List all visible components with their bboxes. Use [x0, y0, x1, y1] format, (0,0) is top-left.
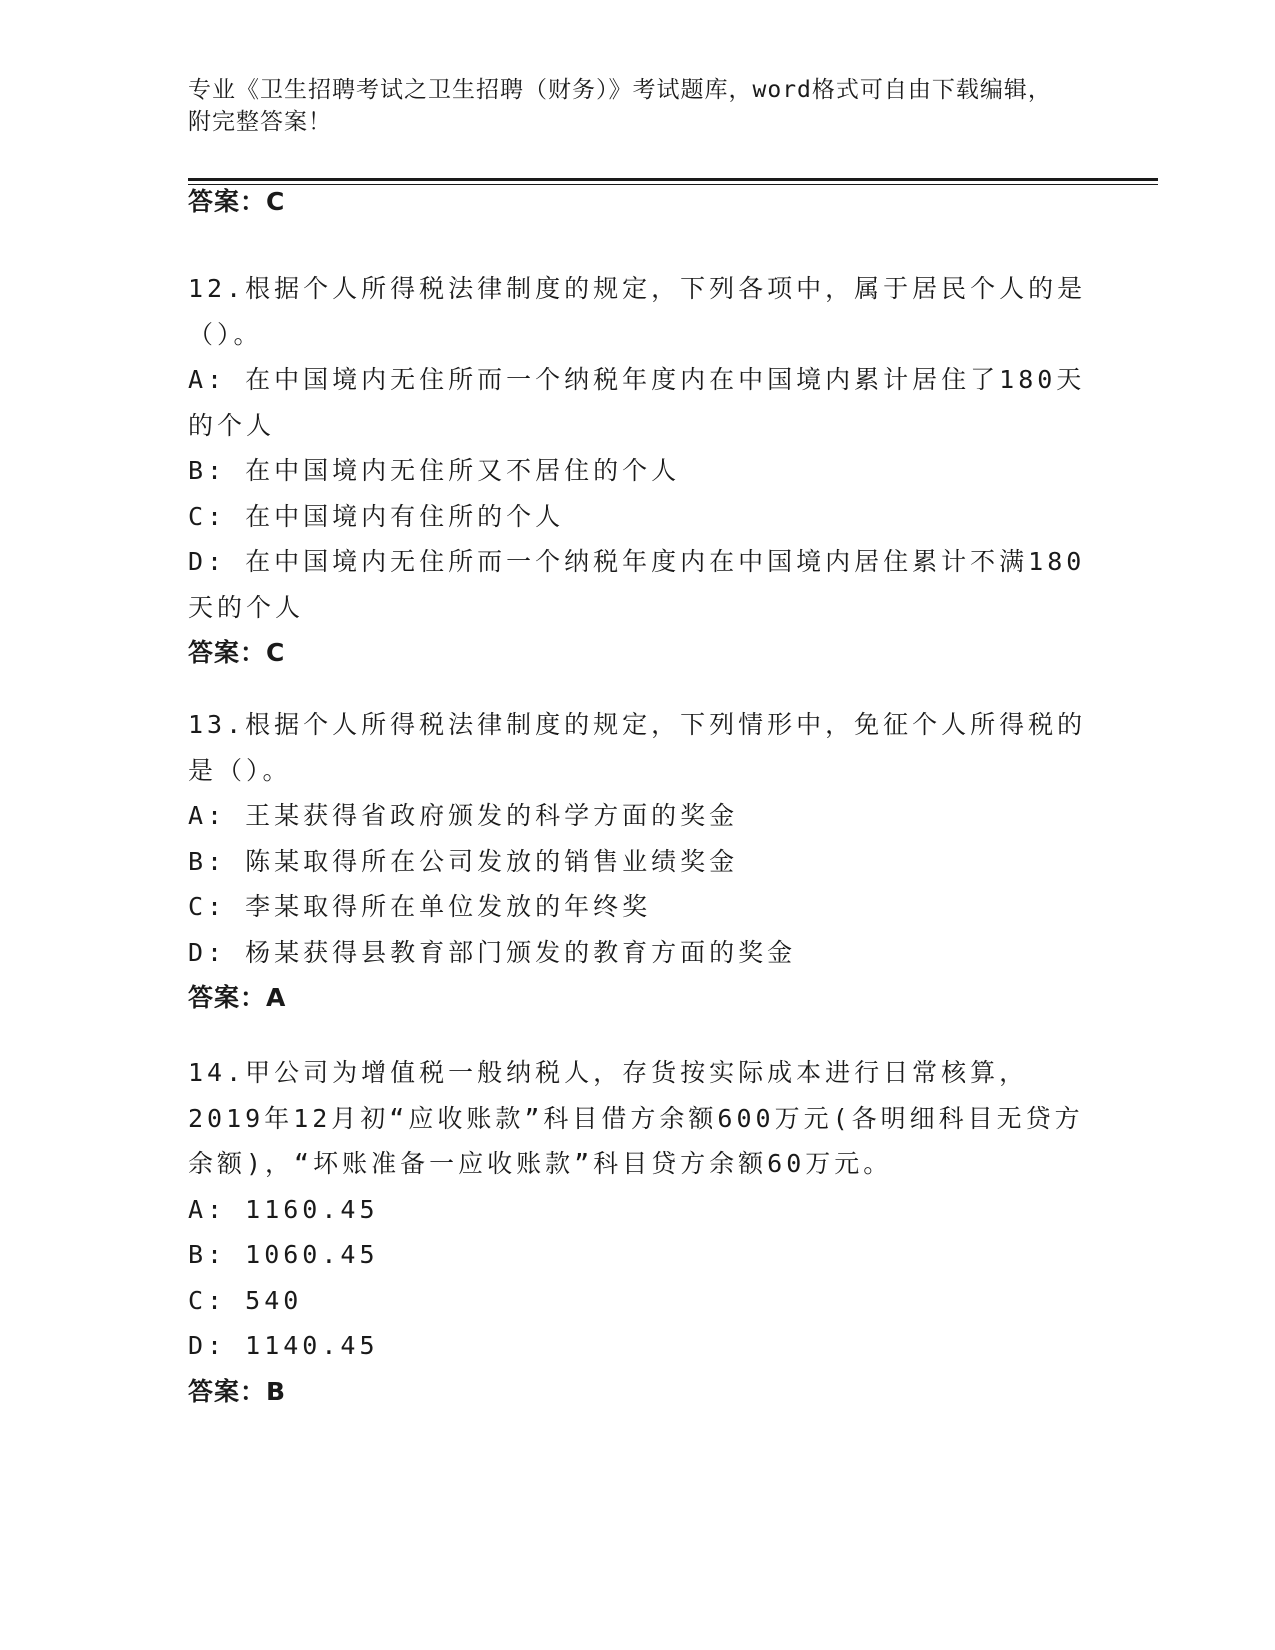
option-c: C: 在中国境内有住所的个人	[188, 501, 565, 531]
answer: 答案：C	[188, 638, 286, 667]
option-c: C: 李某取得所在单位发放的年终奖	[188, 892, 652, 921]
option-d: D: 在中国境内无住所而一个纳税年度内在中国境内居住累计不满180天的个人	[188, 547, 1086, 622]
header-divider-thick	[188, 178, 1158, 181]
question-stem: 13.根据个人所得税法律制度的规定，下列情形中，免征个人所得税的是（）。	[188, 710, 1087, 785]
option-b: B: 在中国境内无住所又不居住的个人	[188, 456, 681, 485]
answer: 答案：A	[188, 983, 287, 1012]
option-b: B: 1060.45	[188, 1240, 379, 1269]
option-c: C: 540	[188, 1285, 303, 1315]
question-13	[188, 702, 1088, 1021]
option-d: D: 1140.45	[188, 1331, 379, 1360]
option-d: D: 杨某获得县教育部门颁发的教育方面的奖金	[188, 937, 797, 967]
question-stem: 12.根据个人所得税法律制度的规定，下列各项中，属于居民个人的是（）。	[188, 274, 1087, 349]
question-stem: 14.甲公司为增值税一般纳税人，存货按实际成本进行日常核算，2019年12月初“应收账款”科目借方余额600万元(各明细科目无贷方余额)，“坏账准备一应收账款”科目贷方余额60万元。	[188, 1058, 1084, 1178]
option-a: A: 在中国境内无住所而一个纳税年度内在中国境内累计居住了180天的个人	[188, 365, 1086, 440]
option-b: B: 陈某取得所在公司发放的销售业绩奖金	[188, 846, 739, 876]
option-a: A: 王某获得省政府颁发的科学方面的奖金	[188, 801, 739, 830]
option-a: A: 1160.45	[188, 1194, 379, 1224]
answer: 答案：B	[188, 1376, 287, 1406]
question-12	[188, 266, 1088, 676]
previous-answer: 答案：C	[188, 187, 286, 216]
question-14	[188, 1050, 1088, 1414]
document-header: 专业《卫生招聘考试之卫生招聘（财务）》考试题库，word格式可自由下载编辑，附完整答案！	[188, 77, 1052, 135]
header-divider-thin	[188, 184, 1158, 185]
